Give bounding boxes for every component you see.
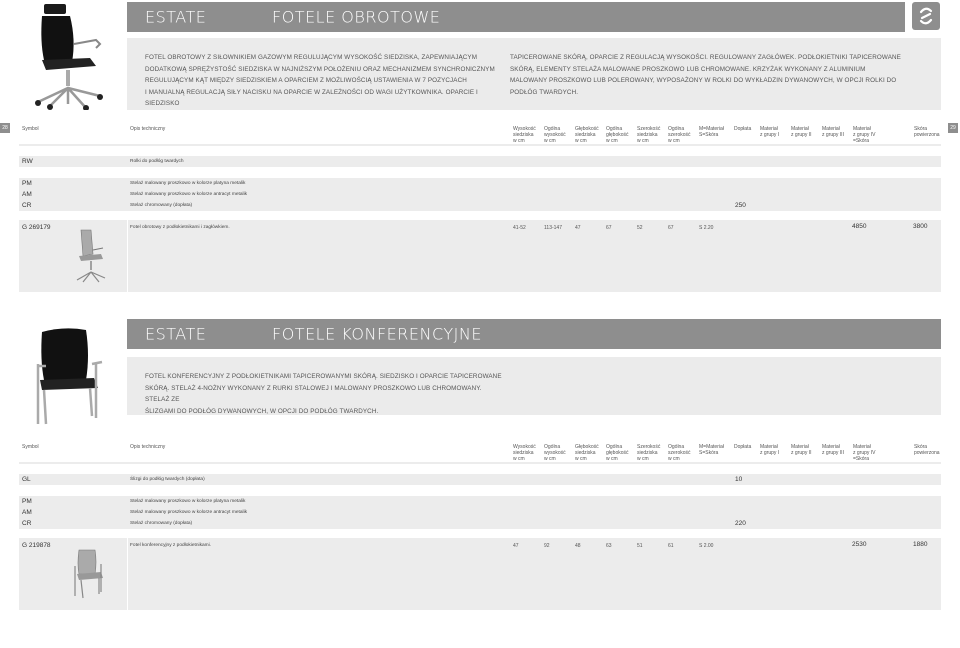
header-symbol: Symbol — [22, 126, 39, 132]
desc-line: SKÓRĄ. STELAŻ 4-NOŻNY WYKONANY Z RURKI STALOWEJ I MALOWANY PROSZKOWO LUB CHROMOWANY. STELAŻ ZE — [145, 384, 482, 403]
header-col — [575, 126, 599, 144]
table-row — [19, 156, 941, 167]
header-col — [822, 444, 844, 456]
option-code: AM — [22, 191, 32, 198]
option-code: AM — [22, 509, 32, 516]
h: w cm — [668, 456, 680, 462]
dim-value: 63 — [606, 543, 612, 549]
category-title: ESTATE — [145, 7, 207, 27]
desc-line: FOTEL OBROTOWY Z SIŁOWNIKIEM GAZOWYM REGULUJĄCYM WYSOKOŚĆ SIEDZISKA, ZAPEWNIAJĄCYM — [145, 54, 478, 61]
desc-line: SKÓRĄ, ELEMENTY STELAŻA MALOWANE PROSZKOWO LUB CHROMOWANE. KRZYŻAK WYKONANY Z ALUMINIUM — [510, 65, 866, 73]
header-col — [544, 444, 566, 462]
surcharge-value: 250 — [735, 202, 746, 209]
option-code: CR — [22, 520, 32, 527]
dim-value: 47 — [513, 543, 519, 549]
page-title: FOTELE KONFERENCYJNE — [272, 324, 482, 344]
option-desc: Stelaż chromowany (dopłata) — [130, 203, 193, 208]
h: z grupy II — [791, 450, 812, 456]
table-row — [19, 518, 941, 529]
h: siedziska — [637, 132, 658, 138]
h: z grupy I — [760, 450, 780, 456]
h: Dopłata — [734, 444, 752, 450]
header-col — [791, 444, 812, 456]
desc-line: REGULUJĄCYM KĄT MIĘDZY SIEDZISKIEM A OPARCIEM Z MOŻLIWOŚCIĄ USTAWIENIA W 7 POZYCJACH — [145, 77, 467, 84]
dim-value: 52 — [637, 225, 643, 231]
option-code: RW — [22, 158, 33, 165]
header-col — [637, 126, 660, 144]
option-desc: Stelaż malowany proszkowo w kolorze antracyt metalik — [130, 510, 248, 515]
h: w cm — [637, 138, 649, 144]
option-desc: Ślizgi do podłóg twardych (dopłata) — [130, 477, 205, 482]
product-code: G 219878 — [22, 542, 51, 549]
h: Wysokość — [513, 126, 536, 132]
surcharge-value: 220 — [735, 520, 746, 527]
header-opis: Opis techniczny — [130, 126, 166, 132]
h: z grupy II — [791, 132, 812, 138]
h: Ogólna — [606, 444, 623, 450]
header-col — [760, 444, 779, 456]
header-col — [734, 126, 751, 132]
header-col — [791, 126, 812, 138]
h: w cm — [544, 138, 556, 144]
h: z grupy IV — [853, 132, 876, 138]
table-row — [19, 200, 941, 211]
option-desc: Stelaż malowany proszkowo w kolorze platyna metalik — [130, 499, 246, 504]
desc-line: MALOWANY PROSZKOWO LUB POLEROWANY, WYPOSAŻONY W ROLKI DO WYKŁADZIN DYWANOWYCH, W OPCJI ROLKI DO — [510, 77, 897, 84]
header-opis: Opis techniczny — [130, 444, 166, 450]
h: =Skóra — [853, 456, 869, 462]
price-leather: 3800 — [913, 223, 928, 230]
desc-line: TAPICEROWANE SKÓRĄ, OPARCIE Z REGULACJĄ WYSOKOŚCI. REGULOWANY ZAGŁÓWEK. PODŁOKIETNIKI TAPICEROWANE — [510, 54, 901, 61]
h: Wysokość — [513, 444, 536, 450]
h: Materiał — [822, 444, 840, 450]
table-row — [19, 496, 941, 507]
header-col — [637, 444, 660, 462]
h: S=Skóra — [699, 132, 719, 138]
brand-logo — [912, 2, 940, 30]
option-desc: Rolki do podłóg twardych — [130, 159, 184, 164]
h: Materiał — [853, 444, 871, 450]
surcharge-value: 10 — [735, 476, 743, 483]
dim-value: 67 — [606, 225, 612, 231]
h: w cm — [606, 456, 618, 462]
product-row — [19, 220, 941, 292]
h: siedziska — [575, 450, 596, 456]
h: z grupy IV — [853, 450, 876, 456]
h: Materiał — [791, 126, 809, 132]
h: wysokość — [544, 132, 566, 138]
product-desc: Fotel obrotowy z podłokietnikami i zagłówkiem. — [130, 225, 230, 230]
dim-value: 51 — [637, 543, 643, 549]
conference-chair-image — [34, 326, 108, 428]
h: z grupy III — [822, 132, 844, 138]
header-col — [853, 444, 876, 462]
h: Ogólna — [606, 126, 623, 132]
header-underline — [19, 462, 941, 464]
h: Skóra — [914, 444, 928, 450]
table-row — [19, 189, 941, 200]
dim-value: 61 — [668, 543, 674, 549]
h: głębokość — [606, 450, 629, 456]
h: Materiał — [853, 126, 871, 132]
h: siedziska — [637, 450, 658, 456]
h: w cm — [668, 138, 680, 144]
h: M=Materiał — [699, 126, 724, 132]
page-title: FOTELE OBROTOWE — [272, 7, 441, 27]
h: z grupy I — [760, 132, 780, 138]
option-code: PM — [22, 180, 32, 187]
table-row — [19, 507, 941, 518]
h: szerokość — [668, 450, 691, 456]
description-left — [145, 52, 505, 110]
header-col — [914, 126, 940, 138]
description-right — [510, 52, 930, 98]
header-col — [668, 444, 691, 462]
material-code: S 2.00 — [699, 543, 714, 549]
description — [145, 371, 505, 417]
material-code: S 2.20 — [699, 225, 714, 231]
h: szerokość — [668, 132, 691, 138]
h: Ogólna — [544, 444, 561, 450]
h: w cm — [575, 456, 587, 462]
header-col — [853, 126, 876, 144]
dim-value: 47 — [575, 225, 581, 231]
column-divider — [127, 220, 128, 292]
option-code: PM — [22, 498, 32, 505]
option-desc: Stelaż malowany proszkowo w kolorze platyna metalik — [130, 181, 246, 186]
h: Szerokość — [637, 444, 661, 450]
option-code: CR — [22, 202, 32, 209]
price-group-iv: 2530 — [852, 541, 867, 548]
h: Głębokość — [575, 126, 599, 132]
desc-line: I MANUALNĄ REGULACJĄ SIŁY NACISKU NA OPARCIE W ZALEŻNOŚCI OD WAGI UŻYTKOWNIKA. OPARCIE I SIEDZISKO — [145, 88, 478, 107]
h: siedziska — [513, 132, 534, 138]
h: Ogólna — [544, 126, 561, 132]
desc-line: FOTEL KONFERENCYJNY Z PODŁOKIETNIKAMI TAPICEROWANYMI SKÓRĄ. SIEDZISKO I OPARCIE TAPICEROWANE — [145, 373, 502, 380]
price-leather: 1880 — [913, 541, 928, 548]
h: z grupy III — [822, 450, 844, 456]
header-col — [544, 126, 566, 144]
header-underline — [19, 144, 941, 146]
h: w cm — [513, 138, 525, 144]
h: =Skóra — [853, 138, 869, 144]
header-col — [606, 444, 629, 462]
header-col — [734, 444, 751, 450]
product-thumbnail — [71, 548, 107, 600]
h: w cm — [575, 138, 587, 144]
table-row — [19, 474, 941, 485]
h: powierzona — [914, 450, 940, 456]
table-row — [19, 178, 941, 189]
product-thumbnail — [73, 228, 107, 284]
h: Skóra — [914, 126, 928, 132]
product-code: G 269179 — [22, 224, 51, 231]
h: Dopłata — [734, 126, 752, 132]
dim-value: 92 — [544, 543, 550, 549]
h: Materiał — [791, 444, 809, 450]
desc-line: ŚLIZGAMI DO PODŁÓG DYWANOWYCH, W OPCJI DO PODŁÓG TWARDYCH. — [145, 407, 379, 415]
header-col — [668, 126, 691, 144]
h: Materiał — [760, 126, 778, 132]
header-col — [606, 126, 629, 144]
product-row — [19, 538, 941, 610]
h: siedziska — [575, 132, 596, 138]
option-desc: Stelaż malowany proszkowo w kolorze antracyt metalik — [130, 192, 248, 197]
desc-line: DODATKOWĄ SPRĘŻYSTOŚĆ SIEDZISKA W NAJNIŻSZYM POŁOŻENIU ORAZ MECHANIZMEM SYNCHRONICZNYM — [145, 65, 495, 73]
h: Głębokość — [575, 444, 599, 450]
dim-value: 67 — [668, 225, 674, 231]
header-col — [513, 126, 536, 144]
h: Materiał — [760, 444, 778, 450]
h: w cm — [637, 456, 649, 462]
header-symbol: Symbol — [22, 444, 39, 450]
h: siedziska — [513, 450, 534, 456]
option-code: GL — [22, 476, 31, 483]
section1-banner — [127, 2, 905, 32]
price-group-iv: 4850 — [852, 223, 867, 230]
h: w cm — [544, 456, 556, 462]
category-title: ESTATE — [145, 324, 207, 344]
swivel-chair-image — [30, 2, 110, 110]
desc-line: PODŁÓG TWARDYCH. — [510, 88, 579, 96]
h: w cm — [606, 138, 618, 144]
h: Materiał — [822, 126, 840, 132]
h: w cm — [513, 456, 525, 462]
page-number-left: 28 — [0, 123, 10, 133]
page-number-right: 29 — [948, 123, 958, 133]
h: wysokość — [544, 450, 566, 456]
dim-value: 48 — [575, 543, 581, 549]
h: S=Skóra — [699, 450, 719, 456]
dim-value: 41-52 — [513, 225, 526, 231]
h: Ogólna — [668, 444, 685, 450]
product-desc: Fotel konferencyjny z podłokietnikami. — [130, 543, 212, 548]
column-divider — [127, 538, 128, 610]
header-col — [575, 444, 599, 462]
h: głębokość — [606, 132, 629, 138]
header-col — [513, 444, 536, 462]
h: Ogólna — [668, 126, 685, 132]
h: powierzona — [914, 132, 940, 138]
header-col — [699, 126, 724, 138]
option-desc: Stelaż chromowany (dopłata) — [130, 521, 193, 526]
header-col — [914, 444, 940, 456]
dim-value: 113-147 — [544, 225, 562, 231]
header-col — [699, 444, 724, 456]
h: Szerokość — [637, 126, 661, 132]
header-col — [822, 126, 844, 138]
h: M=Materiał — [699, 444, 724, 450]
header-col — [760, 126, 779, 138]
section2-banner — [127, 319, 941, 349]
